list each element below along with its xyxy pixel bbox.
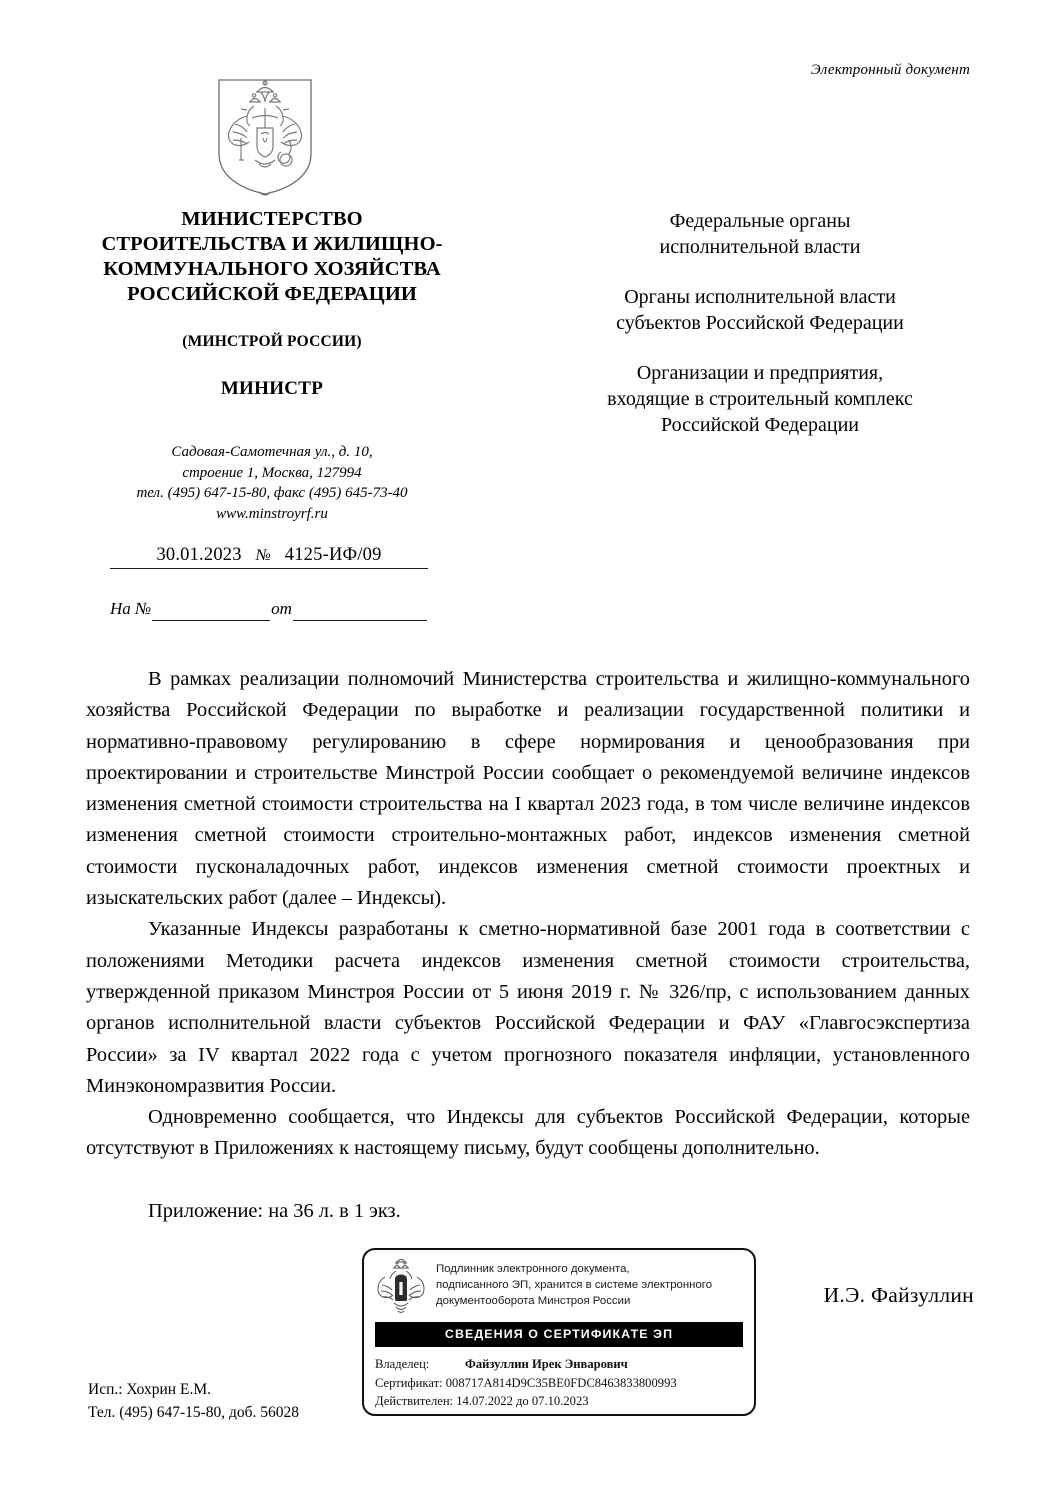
incoming-reference-row xyxy=(110,591,428,621)
stamp-validity: Действителен: 14.07.2022 до 07.10.2023 xyxy=(375,1394,589,1408)
outgoing-reference-row xyxy=(110,534,428,569)
incoming-number-rule xyxy=(152,600,270,621)
electronic-signature-stamp xyxy=(362,1248,756,1416)
stamp-intro-line: Подлинник электронного документа, xyxy=(436,1263,630,1275)
stamp-owner-label: Владелец: xyxy=(375,1357,430,1371)
stamp-owner-row xyxy=(375,1355,743,1374)
stamp-certificate-fields xyxy=(364,1347,754,1411)
body-paragraph: Указанные Индексы разработаны к сметно-нормативной базе 2001 года в соответствии с положениями Методики расчета индексов изменения сметной стоимости строительства, утвержденной приказом Минстроя России от 5 июня 2019 г. № 326/пр, с использованием данных органов исполнительной власти субъектов Российской Федерации и ФАУ «Главгосэкспертиза России» за IV квартал 2022 года с учетом прогнозного показателя инфляции, установленного Минэкономразвития России. xyxy=(86,918,970,1097)
number-symbol: № xyxy=(255,547,271,564)
stamp-title-bar: СВЕДЕНИЯ О СЕРТИФИКАТЕ ЭП xyxy=(375,1322,743,1347)
body-paragraph: Одновременно сообщается, что Индексы для субъектов Российской Федерации, которые отсутствуют в Приложениях к настоящему письму, будут сообщены дополнительно. xyxy=(86,1106,970,1160)
addressee-line: субъектов Российской Федерации xyxy=(616,312,904,334)
addressee-group xyxy=(545,208,975,260)
ministry-name-line: МИНИСТЕРСТВО xyxy=(181,208,363,230)
incoming-number-label: На № xyxy=(110,599,152,618)
ministry-name-line: РОССИЙСКОЙ ФЕДЕРАЦИИ xyxy=(127,283,417,305)
addressee-line: входящие в строительный комплекс xyxy=(607,388,913,410)
stamp-intro-line: документооборота Минстроя России xyxy=(436,1295,631,1308)
letterhead xyxy=(62,207,482,524)
executor-phone: Тел. (495) 647-15-80, доб. 56028 xyxy=(88,1404,300,1421)
address-line: Садовая-Самотечная ул., д. 10, xyxy=(171,444,373,460)
address-line: строение 1, Москва, 127994 xyxy=(182,464,362,481)
ministry-address xyxy=(62,442,482,524)
attachment-note: Приложение: на 36 л. в 1 экз. xyxy=(148,1199,401,1222)
addressee-line: Организации и предприятия, xyxy=(636,362,884,384)
reference-block xyxy=(110,534,428,621)
incoming-date-label: от xyxy=(271,599,292,618)
ministry-name xyxy=(62,207,482,307)
stamp-header xyxy=(364,1250,754,1317)
address-line: тел. (495) 647-15-80, факс (495) 645-73-40 xyxy=(136,485,408,501)
minstroy-emblem-icon xyxy=(375,1259,427,1317)
outgoing-number: 4125-ИФ/09 xyxy=(284,545,382,565)
addressee-block xyxy=(545,208,975,438)
letter-body xyxy=(86,664,970,1227)
addressee-line: исполнительной власти xyxy=(659,236,861,258)
addressee-line: Федеральные органы xyxy=(669,210,851,232)
executor-name: Исп.: Хохрин Е.М. xyxy=(88,1381,211,1398)
signatory-role: МИНИСТР xyxy=(220,378,324,399)
stamp-intro-text xyxy=(436,1259,712,1310)
outgoing-date: 30.01.2023 xyxy=(156,545,242,565)
addressee-group xyxy=(545,360,975,438)
addressee-line: Российской Федерации xyxy=(660,414,860,436)
ministry-name-line: КОММУНАЛЬНОГО ХОЗЯЙСТВА xyxy=(103,258,441,280)
ministry-short-name: (МИНСТРОЙ РОССИИ) xyxy=(182,333,362,350)
stamp-certificate-number: Сертификат: 008717A814D9C35BE0FDC8463833800993 xyxy=(375,1375,677,1390)
addressee-line: Органы исполнительной власти xyxy=(624,286,896,308)
website-line: www.minstroyrf.ru xyxy=(216,505,328,522)
incoming-date-rule xyxy=(293,600,427,621)
stamp-owner-value: Файзуллин Ирек Энварович xyxy=(465,1357,628,1371)
electronic-document-note: Электронный документ xyxy=(810,62,970,78)
addressee-group xyxy=(545,284,975,336)
body-paragraph: В рамках реализации полномочий Министерства строительства и жилищно-коммунального хозяйства Российской Федерации по выработке и реализации государственной политики и нормативно-правовому регулированию в сфере нормирования и ценообразования при проектировании и строительстве Минстрой России сообщает о рекомендуемой величине индексов изменения сметной стоимости строительства на I квартал 2023 года, в том числе величине индексов изменения сметной стоимости строительно-монтажных работ, индексов изменения сметной стоимости пусконаладочных работ, индексов изменения сметной стоимости проектных и изыскательских работ (далее – Индексы). xyxy=(86,668,970,910)
ministry-name-line: СТРОИТЕЛЬСТВА И ЖИЛИЩНО- xyxy=(101,233,443,255)
stamp-intro-line: подписанного ЭП, хранится в системе электронного xyxy=(436,1279,713,1292)
russian-coat-of-arms-icon xyxy=(205,76,325,198)
signatory-name: И.Э. Файзуллин xyxy=(823,1283,974,1307)
executor-info xyxy=(88,1378,299,1424)
